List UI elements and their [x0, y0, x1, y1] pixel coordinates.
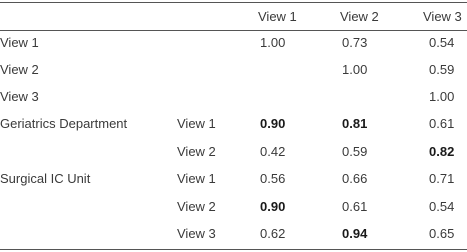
header-view-3: View 3 — [423, 9, 462, 24]
value-cell: 0.81 — [342, 116, 368, 131]
value-cell: 0.71 — [429, 171, 455, 186]
value-cell: 0.59 — [429, 62, 455, 77]
value-cell: 0.90 — [260, 116, 286, 131]
top-rule — [0, 2, 467, 3]
value-cell: 0.59 — [342, 144, 368, 159]
row-sublabel: View 1 — [177, 116, 216, 131]
row-sublabel: View 2 — [177, 199, 216, 214]
row-sublabel: View 1 — [177, 171, 216, 186]
value-cell: 0.73 — [342, 35, 368, 50]
value-cell: 0.65 — [429, 226, 455, 241]
value-cell: 0.54 — [429, 199, 455, 214]
value-cell: 1.00 — [342, 62, 368, 77]
value-cell: 0.54 — [429, 35, 455, 50]
header-rule — [0, 30, 467, 31]
header-view-2: View 2 — [340, 9, 379, 24]
value-cell: 0.90 — [260, 199, 286, 214]
value-cell: 0.82 — [429, 144, 455, 159]
row-sublabel: View 3 — [177, 226, 216, 241]
value-cell: 0.56 — [260, 171, 286, 186]
value-cell: 0.66 — [342, 171, 368, 186]
value-cell: 1.00 — [260, 35, 286, 50]
value-cell: 0.42 — [260, 144, 286, 159]
header-view-1: View 1 — [258, 9, 297, 24]
row-sublabel: View 2 — [177, 144, 216, 159]
row-label: View 3 — [0, 89, 39, 104]
value-cell: 0.62 — [260, 226, 286, 241]
row-label: View 1 — [0, 35, 39, 50]
bottom-rule — [0, 249, 467, 250]
value-cell: 0.94 — [342, 226, 368, 241]
value-cell: 0.61 — [342, 199, 368, 214]
row-label: Geriatrics Department — [0, 116, 128, 131]
value-cell: 0.61 — [429, 116, 455, 131]
row-label: View 2 — [0, 62, 39, 77]
row-label: Surgical IC Unit — [0, 171, 91, 186]
value-cell: 1.00 — [429, 89, 455, 104]
